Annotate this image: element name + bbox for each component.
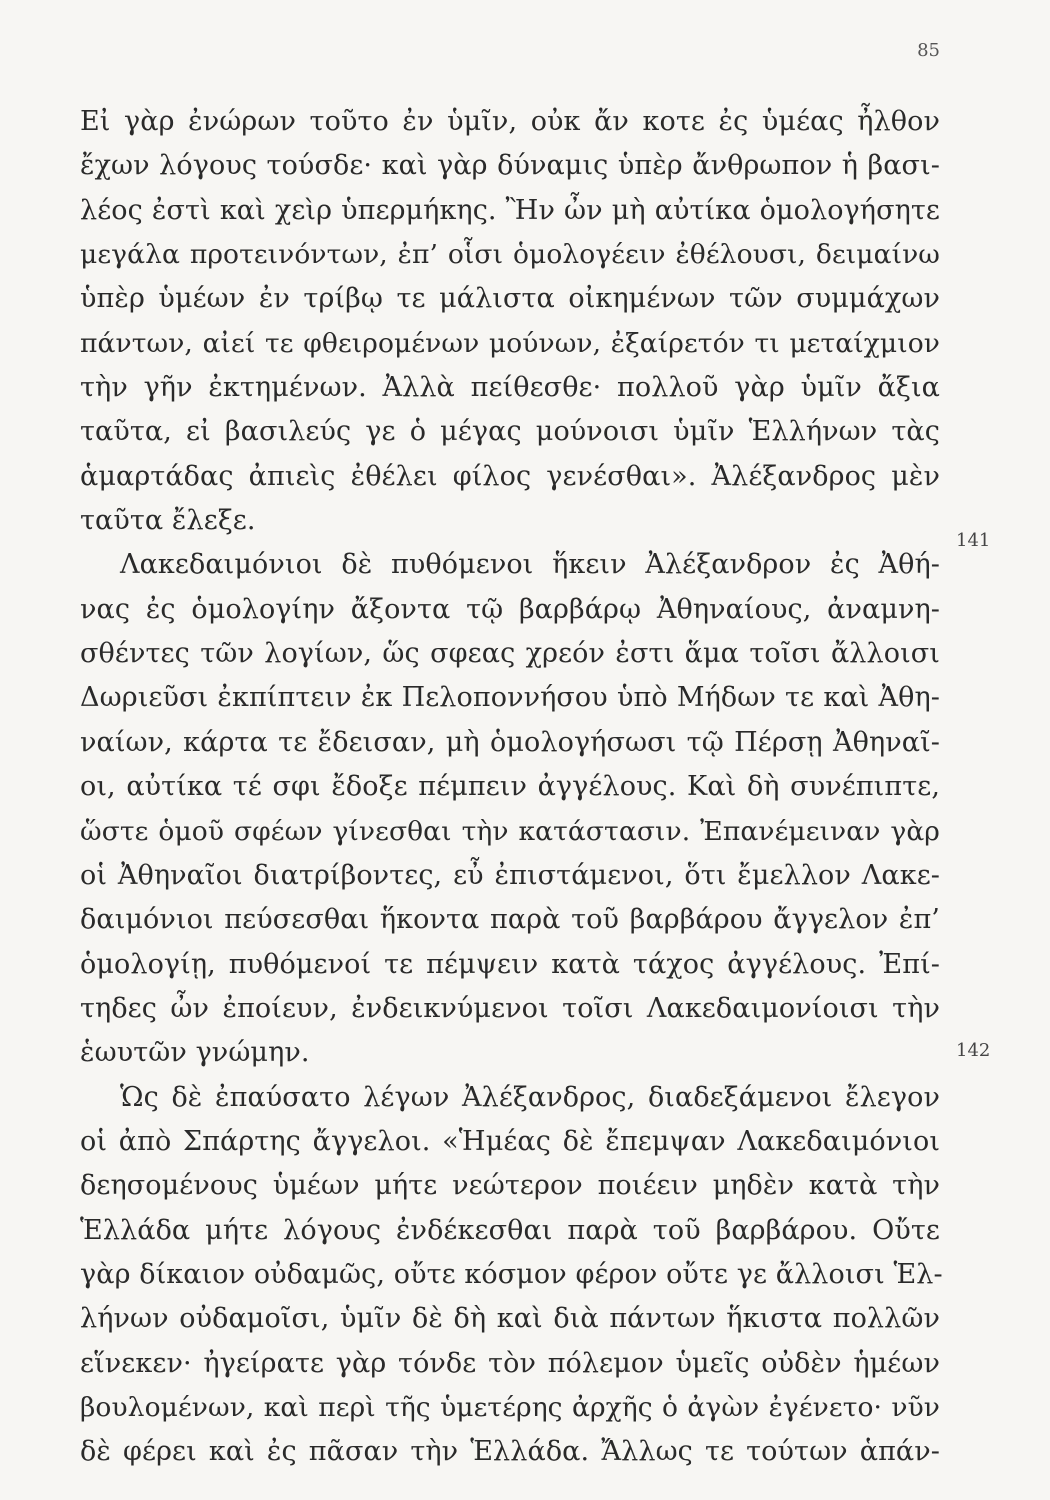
text-line: σθέντες τῶν λογίων, ὥς σφεας χρεόν ἐστι ἅμα τοῖσι ἄλλοισι	[80, 638, 940, 670]
text-line: Δωριεῦσι ἐκπίπτειν ἐκ Πελοποννήσου ὑπὸ Μήδων τε καὶ Ἀθη-	[80, 682, 940, 714]
greek-text-body	[80, 100, 943, 1475]
text-line: δὲ φέρει καὶ ἐς πᾶσαν τὴν Ἑλλάδα. Ἄλλως τε τούτων ἁπάν-	[80, 1436, 940, 1468]
text-line: Ἑλλάδα μήτε λόγους ἐνδέκεσθαι παρὰ τοῦ βαρβάρου. Οὔτε	[80, 1214, 940, 1246]
text-line: ἑωυτῶν γνώμην.	[80, 1037, 310, 1069]
text-line: ταῦτα, εἰ βασιλεύς γε ὁ μέγας μούνοισι ὑμῖν Ἑλλήνων τὰς	[80, 416, 940, 448]
text-line: ταῦτα ἔλεξε.	[80, 505, 256, 537]
page-number: 85	[917, 40, 940, 61]
text-line: πάντων, αἰεί τε φθειρομένων μούνων, ἐξαίρετόν τι μεταίχμιον	[80, 327, 940, 359]
text-line: βουλομένων, καὶ περὶ τῆς ὑμετέρης ἀρχῆς ὁ ἀγὼν ἐγένετο· νῦν	[80, 1391, 940, 1423]
text-line: ὑπὲρ ὑμέων ἐν τρίβῳ τε μάλιστα οἰκημένων τῶν συμμάχων	[80, 283, 940, 315]
text-line: Λακεδαιμόνιοι δὲ πυθόμενοι ἥκειν Ἀλέξανδρον ἐς Ἀθή-	[120, 549, 940, 581]
text-line: Εἰ γὰρ ἐνώρων τοῦτο ἐν ὑμῖν, οὐκ ἄν κοτε ἐς ὑμέας ἦλθον	[80, 106, 940, 137]
text-line: ἔχων λόγους τούσδε· καὶ γὰρ δύναμις ὑπὲρ ἄνθρωπον ἡ βασι-	[80, 150, 940, 182]
text-line: οι, αὐτίκα τέ σφι ἔδοξε πέμπειν ἀγγέλους. Καὶ δὴ συνέπιπτε,	[80, 771, 940, 803]
text-line: λήνων οὐδαμοῖσι, ὑμῖν δὲ δὴ καὶ διὰ πάντων ἥκιστα πολλῶν	[80, 1303, 940, 1335]
text-line: λέος ἐστὶ καὶ χεὶρ ὑπερμήκης. Ἢν ὦν μὴ αὐτίκα ὁμολογήσητε	[80, 194, 940, 226]
text-line: ὥστε ὁμοῦ σφέων γίνεσθαι τὴν κατάστασιν. Ἐπανέμειναν γὰρ	[80, 815, 940, 847]
text-line: ἁμαρτάδας ἀπιεὶς ἐθέλει φίλος γενέσθαι». Ἀλέξανδρος μὲν	[80, 460, 940, 492]
text-line: ὁμολογίῃ, πυθόμενοί τε πέμψειν κατὰ τάχος ἀγγέλους. Ἐπί-	[80, 948, 940, 980]
text-line: γὰρ δίκαιον οὐδαμῶς, οὔτε κόσμον φέρον οὔτε γε ἄλλοισι Ἑλ-	[80, 1258, 943, 1290]
section-number: 142	[956, 1040, 991, 1061]
text-line: οἱ Ἀθηναῖοι διατρίβοντες, εὖ ἐπιστάμενοι, ὅτι ἔμελλον Λακε-	[80, 859, 940, 891]
text-line: εἵνεκεν· ἠγείρατε γὰρ τόνδε τὸν πόλεμον ὑμεῖς οὐδὲν ἡμέων	[80, 1347, 940, 1379]
text-line: τηδες ὦν ἐποίευν, ἐνδεικνύμενοι τοῖσι Λακεδαιμονίοισι τὴν	[80, 992, 940, 1024]
text-line: νας ἐς ὁμολογίην ἄξοντα τῷ βαρβάρῳ Ἀθηναίους, ἀναμνη-	[80, 593, 940, 625]
text-line: δαιμόνιοι πεύσεσθαι ἥκοντα παρὰ τοῦ βαρβάρου ἄγγελον ἐπ’	[80, 904, 940, 936]
text-line: Ὡς δὲ ἐπαύσατο λέγων Ἀλέξανδρος, διαδεξάμενοι ἔλεγον	[120, 1081, 940, 1113]
text-line: ναίων, κάρτα τε ἔδεισαν, μὴ ὁμολογήσωσι τῷ Πέρσῃ Ἀθηναῖ-	[80, 726, 940, 758]
text-line: τὴν γῆν ἐκτημένων. Ἀλλὰ πείθεσθε· πολλοῦ γὰρ ὑμῖν ἄξια	[80, 372, 940, 404]
text-line: οἱ ἀπὸ Σπάρτης ἄγγελοι. «Ἡμέας δὲ ἔπεμψαν Λακεδαιμόνιοι	[80, 1125, 940, 1157]
section-number: 141	[956, 530, 991, 551]
text-line: δεησομένους ὑμέων μήτε νεώτερον ποιέειν μηδὲν κατὰ τὴν	[80, 1170, 940, 1202]
text-line: μεγάλα προτεινόντων, ἐπ’ οἷσι ὁμολογέειν ἐθέλουσι, δειμαίνω	[80, 239, 940, 271]
